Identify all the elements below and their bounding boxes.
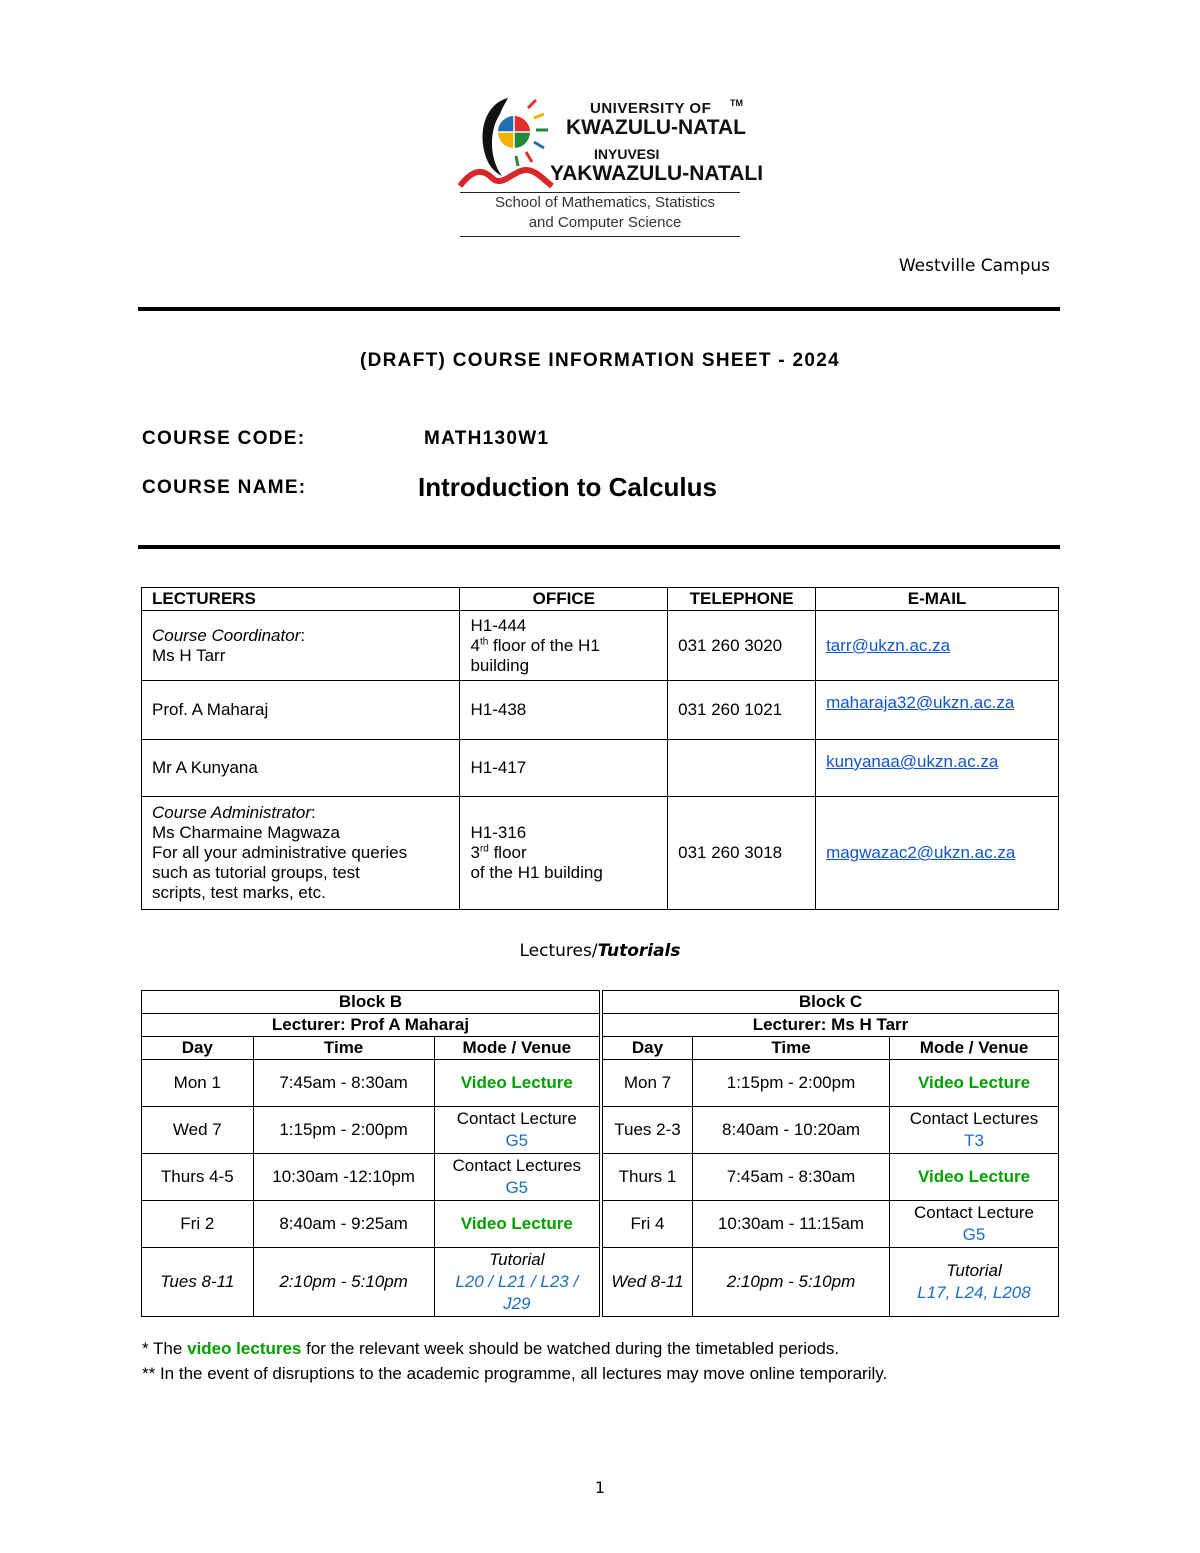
block-b-title: Block B (142, 991, 601, 1014)
email-link[interactable]: kunyanaa@ukzn.ac.za (826, 752, 999, 771)
time-cell: 7:45am - 8:30am (253, 1060, 434, 1107)
logo-school-line2: and Computer Science (528, 214, 682, 231)
footnote-video (142, 1339, 839, 1359)
logo-divider (460, 236, 740, 237)
note-highlight: video lectures (187, 1339, 302, 1358)
telephone-cell: 031 260 3018 (668, 797, 816, 910)
floor-ordinal: th (479, 635, 489, 647)
venue-text: J29 (503, 1294, 531, 1314)
course-code-label: COURSE CODE: (142, 428, 306, 449)
office-code: H1-316 (470, 823, 527, 842)
page-title: (DRAFT) COURSE INFORMATION SHEET - 2024 (360, 350, 840, 371)
day-cell: Tues 8-11 (142, 1248, 254, 1317)
course-name-label: COURSE NAME: (142, 477, 307, 498)
telephone-cell: 031 260 1021 (668, 681, 816, 740)
table-row (142, 1201, 1059, 1248)
day-cell: Fri 2 (142, 1201, 254, 1248)
schedule-heading (0, 941, 1200, 961)
table-row (142, 1248, 1059, 1317)
lecturer-desc: For all your administrative queries (152, 843, 408, 862)
time-cell: 10:30am -12:10pm (253, 1154, 434, 1201)
email-link[interactable]: magwazac2@ukzn.ac.za (826, 843, 1016, 862)
venue-text: T3 (964, 1131, 984, 1151)
venue-text: G5 (505, 1178, 529, 1198)
ukzn-emblem-icon (456, 96, 556, 192)
col-time: Time (253, 1037, 434, 1060)
lecturer-desc: scripts, test marks, etc. (152, 883, 326, 902)
day-cell: Wed 7 (142, 1107, 254, 1154)
logo-kwazulu-natal: KWAZULU-NATAL (566, 116, 747, 139)
time-cell: 1:15pm - 2:00pm (692, 1060, 889, 1107)
time-cell: 1:15pm - 2:00pm (253, 1107, 434, 1154)
note-rest: for the relevant week should be watched during the timetabled periods. (301, 1339, 840, 1358)
block-c-lecturer: Lecturer: Ms H Tarr (601, 1014, 1059, 1037)
day-cell: Mon 1 (142, 1060, 254, 1107)
day-cell: Thurs 1 (601, 1154, 692, 1201)
mode-cell (434, 1154, 601, 1201)
mode-text: Contact Lectures (909, 1109, 1039, 1129)
table-row (142, 797, 1059, 910)
mode-cell (434, 1107, 601, 1154)
email-link[interactable]: tarr@ukzn.ac.za (826, 635, 951, 655)
table-row (142, 1154, 1059, 1201)
logo-trademark: TM (730, 98, 743, 108)
lecturer-desc: such as tutorial groups, test (152, 863, 360, 882)
col-mode: Mode / Venue (890, 1037, 1059, 1060)
role-colon: : (311, 803, 316, 822)
table-row (142, 1060, 1059, 1107)
floor-number: 4 (470, 635, 480, 655)
email-cell (816, 740, 1059, 797)
header-rule (138, 307, 1060, 311)
venue-text: G5 (962, 1225, 986, 1245)
column-header-row (142, 1037, 1059, 1060)
time-cell: 8:40am - 10:20am (692, 1107, 889, 1154)
day-cell: Mon 7 (601, 1060, 692, 1107)
mode-cell (890, 1201, 1059, 1248)
floor-ordinal: rd (479, 843, 489, 855)
venue-text: G5 (505, 1131, 529, 1151)
header-lecturers: LECTURERS (142, 588, 460, 611)
email-link[interactable]: maharaja32@ukzn.ac.za (826, 693, 1015, 712)
time-cell: 2:10pm - 5:10pm (253, 1248, 434, 1317)
block-row (142, 991, 1059, 1014)
day-cell: Thurs 4-5 (142, 1154, 254, 1201)
col-time: Time (692, 1037, 889, 1060)
time-cell: 2:10pm - 5:10pm (692, 1248, 889, 1317)
lecturer-cell (142, 611, 460, 681)
time-cell: 10:30am - 11:15am (692, 1201, 889, 1248)
telephone-cell: 031 260 3020 (668, 611, 816, 681)
day-cell: Tues 2-3 (601, 1107, 692, 1154)
table-row (142, 740, 1059, 797)
office-cell: H1-417 (460, 740, 668, 797)
mode-cell: Video Lecture (890, 1060, 1059, 1107)
lecturers-table (141, 587, 1059, 910)
mode-text: Contact Lectures (452, 1156, 582, 1176)
mode-cell: Video Lecture (434, 1201, 601, 1248)
office-building: building (470, 655, 530, 675)
lecturer-name: Mr A Kunyana (142, 740, 460, 797)
campus-label: Westville Campus (898, 256, 1050, 276)
block-b-lecturer: Lecturer: Prof A Maharaj (142, 1014, 601, 1037)
block-c-title: Block C (601, 991, 1059, 1014)
office-floor (470, 636, 657, 656)
course-code-value: MATH130W1 (424, 428, 550, 449)
mode-cell (434, 1248, 601, 1317)
mode-cell: Video Lecture (434, 1060, 601, 1107)
day-cell: Wed 8-11 (601, 1248, 692, 1317)
time-cell: 8:40am - 9:25am (253, 1201, 434, 1248)
office-floor (470, 843, 657, 863)
logo-inyuvesi: INYUVESI (594, 146, 660, 162)
mode-text: Tutorial (489, 1250, 545, 1270)
schedule-heading-italic: Tutorials (597, 941, 681, 961)
mode-text: Tutorial (946, 1261, 1002, 1281)
office-building: of the H1 building (470, 863, 603, 882)
note-prefix: * The (142, 1339, 188, 1358)
ukzn-logo (456, 96, 764, 241)
office-cell (460, 611, 668, 681)
email-cell (816, 797, 1059, 910)
table-row (142, 611, 1059, 681)
page-number: 1 (594, 1478, 606, 1497)
lecturer-name: Ms Charmaine Magwaza (152, 823, 341, 842)
floor-text: floor (488, 843, 527, 862)
mode-cell: Video Lecture (890, 1154, 1059, 1201)
day-cell: Fri 4 (601, 1201, 692, 1248)
schedule-table (141, 990, 1059, 1317)
header-office: OFFICE (460, 588, 668, 611)
time-cell: 7:45am - 8:30am (692, 1154, 889, 1201)
office-cell: H1-438 (460, 681, 668, 740)
header-telephone: TELEPHONE (668, 588, 816, 611)
header-email: E-MAIL (816, 588, 1059, 611)
course-name-value: Introduction to Calculus (418, 472, 717, 502)
lecturer-role: Course Administrator (152, 803, 312, 822)
logo-university-of: UNIVERSITY OF (590, 100, 712, 117)
col-mode: Mode / Venue (434, 1037, 601, 1060)
office-cell (460, 797, 668, 910)
lecturer-name: Prof. A Maharaj (142, 681, 460, 740)
lecturer-row (142, 1014, 1059, 1037)
footnote-disruptions: ** In the event of disruptions to the academic programme, all lectures may move online temporarily. (142, 1364, 888, 1383)
logo-yakwazulu-natali: YAKWAZULU-NATALI (550, 162, 764, 185)
office-code: H1-444 (470, 615, 527, 635)
table-row (142, 1107, 1059, 1154)
table-header-row (142, 588, 1059, 611)
lecturer-name: Ms H Tarr (152, 645, 226, 665)
telephone-cell (668, 740, 816, 797)
lecturer-cell (142, 797, 460, 910)
venue-text: L20 / L21 / L23 / (455, 1272, 579, 1292)
table-row (142, 681, 1059, 740)
mode-text: Contact Lecture (914, 1203, 1035, 1223)
section-rule (138, 545, 1060, 549)
mode-cell (890, 1248, 1059, 1317)
email-cell (816, 681, 1059, 740)
venue-text: L17, L24, L208 (917, 1283, 1031, 1303)
floor-text: floor of the H1 (488, 635, 600, 655)
logo-divider (460, 192, 740, 193)
email-cell (816, 611, 1059, 681)
floor-number: 3 (470, 843, 480, 862)
schedule-heading-plain: Lectures/ (519, 941, 598, 961)
role-colon: : (300, 625, 306, 645)
col-day: Day (601, 1037, 692, 1060)
logo-school-line1: School of Mathematics, Statistics (494, 194, 716, 211)
lecturer-role: Course Coordinator (152, 625, 301, 645)
mode-text: Contact Lecture (456, 1109, 577, 1129)
mode-cell (890, 1107, 1059, 1154)
col-day: Day (142, 1037, 254, 1060)
